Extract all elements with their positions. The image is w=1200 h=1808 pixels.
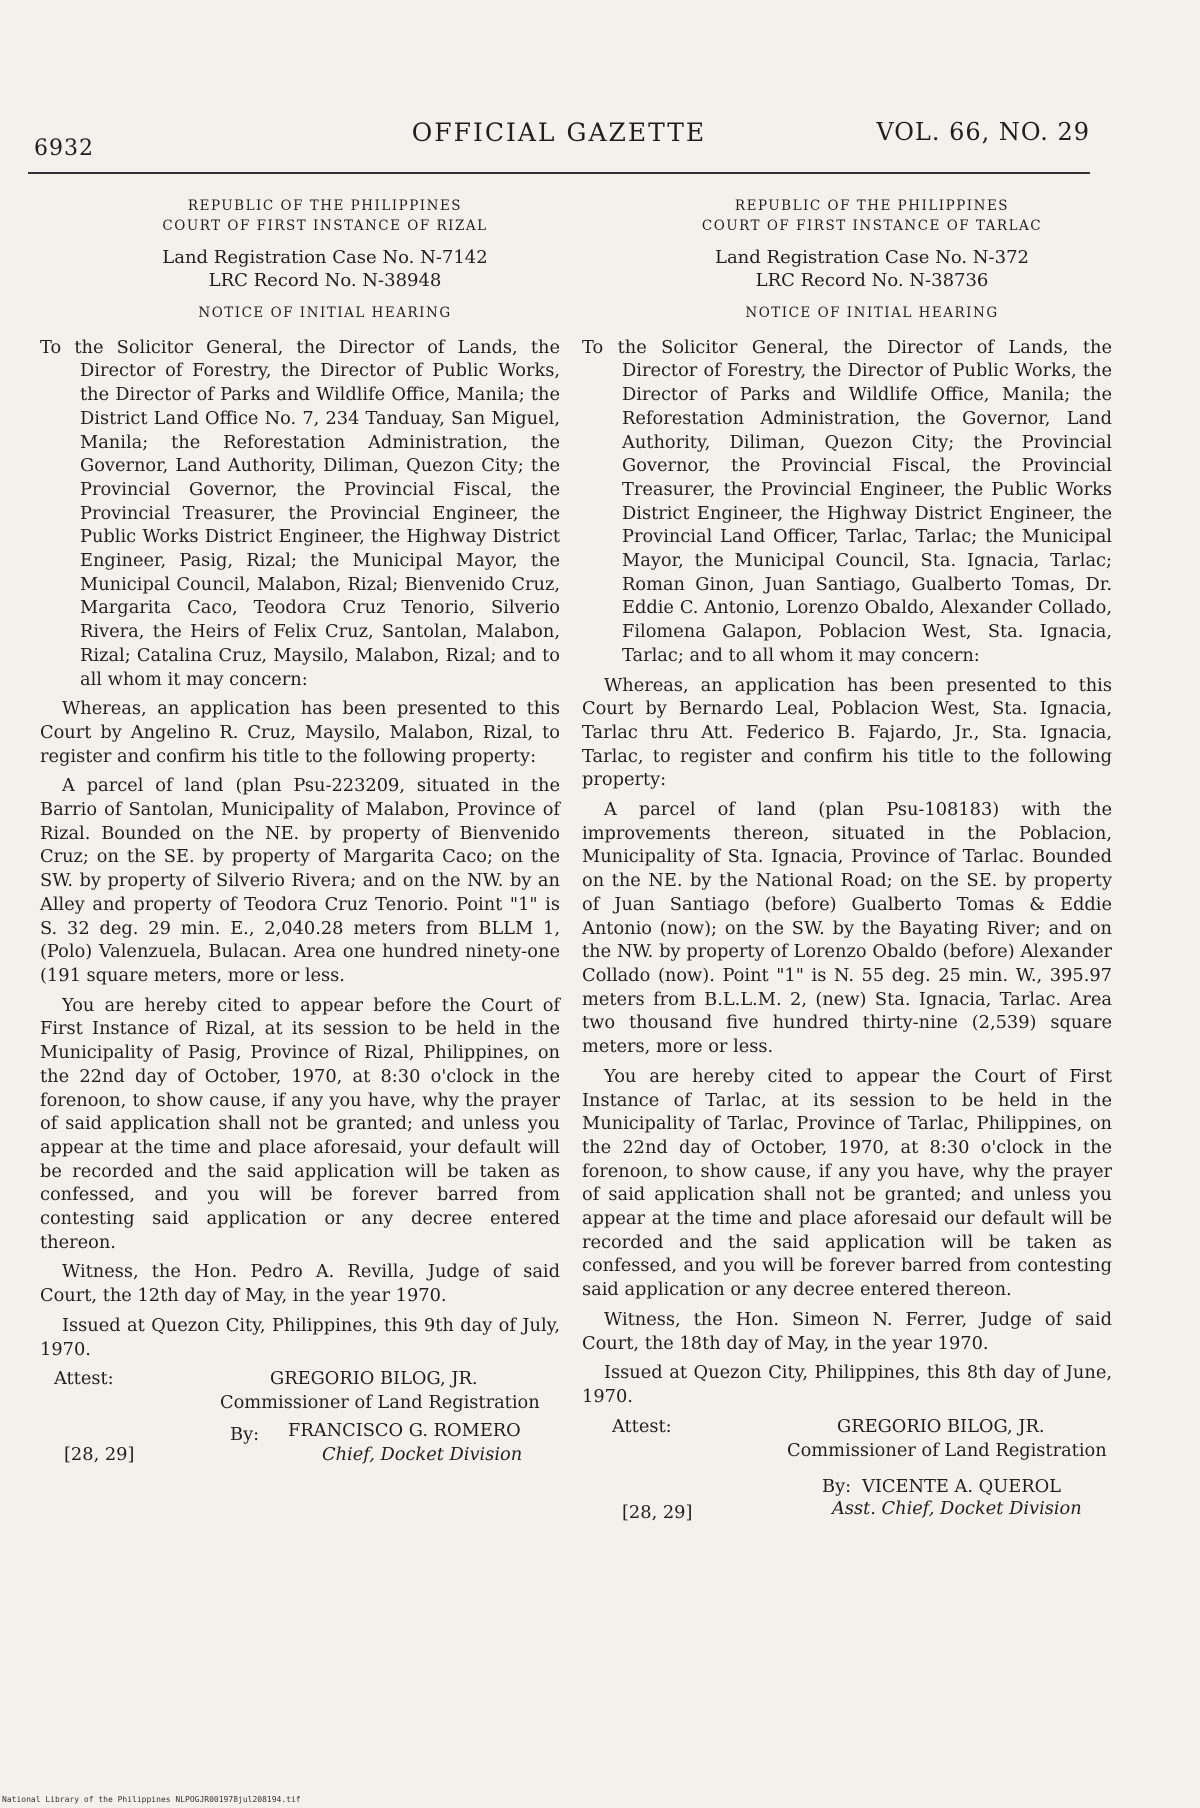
addressees: To the Solicitor General, the Director of Lands, the Director of Forestry, the Director of Public Works, the Director of Parks and Wildlife Office, Manila; the Reforestation Administration, the Governor, Land Authority, Diliman, Quezon City; the Provincial Governor, the Provincial Fiscal, the Provincial Treasurer, the Provincial Engineer, the Public Works District Engineer, the Highway District Engineer, the Provincial Land Officer, Tarlac, Tarlac; the Municipal Mayor, the Municipal Council, Sta. Ignacia, Tarlac; Roman Ginon, Juan Santiago, Gualberto Tomas, Dr. Eddie C. Antonio, Lorenzo Obaldo, Alexander Collado, Filomena Galapon, Poblacion West, Sta. Ignacia, Tarlac; and to all whom it may concern: <box>582 336 1112 666</box>
notice-heading: NOTICE OF INITIAL HEARING <box>745 305 999 321</box>
court-caption-court: COURT OF FIRST INSTANCE OF RIZAL <box>162 218 488 234</box>
signer-commissioner-title: Commissioner of Land Registration <box>220 1392 540 1414</box>
publication-title: OFFICIAL GAZETTE <box>411 118 707 147</box>
by-label: By: <box>822 1475 852 1497</box>
signer-chief: VICENTE A. QUEROL <box>862 1475 1061 1497</box>
notice-tarlac <box>582 196 1112 1525</box>
signer-commissioner: GREGORIO BILOG, JR. <box>270 1368 478 1390</box>
issue-reference: [28, 29] <box>64 1444 135 1466</box>
signer-commissioner: GREGORIO BILOG, JR. <box>837 1415 1045 1437</box>
notice-rizal <box>40 196 560 1477</box>
application-paragraph: Whereas, an application has been presented to this Court by Bernardo Leal, Poblacion West, Sta. Ignacia, Tarlac thru Att. Federico B. Fajardo, Jr., Sta. Ignacia, Tarlac, to register and confirm his title to the following property: <box>582 674 1112 791</box>
page-number: 6932 <box>34 136 94 161</box>
signer-chief: FRANCISCO G. ROMERO <box>288 1420 521 1442</box>
court-caption-republic: REPUBLIC OF THE PHILIPPINES <box>734 198 1010 214</box>
attest-label: Attest: <box>612 1415 672 1437</box>
court-caption-court: COURT OF FIRST INSTANCE OF TARLAC <box>701 218 1043 234</box>
issue-reference: [28, 29] <box>622 1501 693 1523</box>
by-label: By: <box>230 1424 260 1446</box>
attest-label: Attest: <box>54 1368 114 1390</box>
signer-chief-title: Asst. Chief, Docket Division <box>832 1497 1082 1519</box>
witness-paragraph: Witness, the Hon. Simeon N. Ferrer, Judge of said Court, the 18th day of May, in the year 1970. <box>582 1308 1112 1354</box>
notice-heading: NOTICE OF INITIAL HEARING <box>198 305 452 321</box>
scan-footer: National Library of the Philippines NLPOGJR001978jul208194.tif <box>2 1795 301 1804</box>
property-description: A parcel of land (plan Psu-223209, situated in the Barrio of Santolan, Municipality of Malabon, Province of Rizal. Bounded on the NE. by property of Bienvenido Cruz; on the SE. by property of Margarita Caco; on the SW. by property of Silverio Rivera; and on the NW. by an Alley and property of Teodora Cruz Tenorio. Point "1" is S. 32 deg. 29 min. E., 2,040.28 meters from BLLM 1, (Polo) Valenzuela, Bulacan. Area one hundred ninety-one (191 square meters, more or less. <box>40 775 560 986</box>
case-number: Land Registration Case No. N-372 <box>715 247 1029 268</box>
application-paragraph: Whereas, an application has been presented to this Court by Angelino R. Cruz, Maysilo, Malabon, Rizal, to register and confirm his title to the following property: <box>40 698 560 767</box>
case-number: Land Registration Case No. N-7142 <box>162 247 488 268</box>
issued-paragraph: Issued at Quezon City, Philippines, this 8th day of June, 1970. <box>582 1362 1112 1407</box>
page-header <box>28 118 1090 161</box>
signature-block <box>40 1367 560 1477</box>
court-caption-republic: REPUBLIC OF THE PHILIPPINES <box>187 198 463 214</box>
issued-paragraph: Issued at Quezon City, Philippines, this 9th day of July, 1970. <box>40 1314 560 1360</box>
addressees: To the Solicitor General, the Director of Lands, the Director of Forestry, the Director of Public Works, the Director of Parks and Wildlife Office, Manila; the District Land Office No. 7, 234 Tanduay, San Miguel, Manila; the Reforestation Administration, the Governor, Land Authority, Diliman, Quezon City; the Provincial Governor, the Provincial Fiscal, the Provincial Treasurer, the Provincial Engineer, the Public Works District Engineer, the Highway District Engineer, Pasig, Rizal; the Municipal Mayor, the Municipal Council, Malabon, Rizal; Bienvenido Cruz, Margarita Caco, Teodora Cruz Tenorio, Silverio Rivera, the Heirs of Felix Cruz, Santolan, Malabon, Rizal; Catalina Cruz, Maysilo, Malabon, Rizal; and to all whom it may concern: <box>40 336 560 690</box>
volume-number: VOL. 66, NO. 29 <box>876 118 1090 146</box>
citation-paragraph: You are hereby cited to appear the Court of First Instance of Tarlac, at its session to be held in the Municipality of Tarlac, Province of Tarlac, Philippines, on the 22nd day of October, 1970, at 8:30 o'clock in the forenoon, to show cause, if any you have, why the prayer of said application shall not be granted; and unless you appear at the time and place aforesaid our default will be recorded and the said application will be taken as confessed, and you will be forever barred from contesting said application or any decree entered thereon. <box>582 1065 1112 1301</box>
signature-block <box>582 1415 1112 1525</box>
signer-commissioner-title: Commissioner of Land Registration <box>787 1439 1107 1461</box>
citation-paragraph: You are hereby cited to appear before the Court of First Instance of Rizal, at its session to be held in the Municipality of Pasig, Province of Rizal, Philippines, on the 22nd day of October, 1970, at 8:30 o'clock in the forenoon, to show cause, if any you have, why the prayer of said application shall not be granted; and unless you appear at the time and place aforesaid, your default will be recorded and the said application will be taken as confessed, and you will be forever barred from contesting said application or any decree entered thereon. <box>40 994 560 1253</box>
record-number: LRC Record No. N-38736 <box>755 270 989 291</box>
property-description: A parcel of land (plan Psu-108183) with the improvements thereon, situated in the Poblacion, Municipality of Sta. Ignacia, Province of Tarlac. Bounded on the NE. by the National Road; on the SE. by property of Juan Santiago (before) Gualberto Tomas & Eddie Antonio (now); on the SW. by the Bayating River; and on the NW. by property of Lorenzo Obaldo (before) Alexander Collado (now). Point "1" is N. 55 deg. 25 min. W., 395.97 meters from B.L.L.M. 2, (new) Sta. Ignacia, Tarlac. Area two thousand five hundred thirty-nine (2,539) square meters, more or less. <box>582 799 1112 1058</box>
header-rule <box>28 172 1090 174</box>
record-number: LRC Record No. N-38948 <box>208 270 442 291</box>
signer-chief-title: Chief, Docket Division <box>322 1444 523 1466</box>
witness-paragraph: Witness, the Hon. Pedro A. Revilla, Judge of said Court, the 12th day of May, in the year 1970. <box>40 1261 560 1307</box>
